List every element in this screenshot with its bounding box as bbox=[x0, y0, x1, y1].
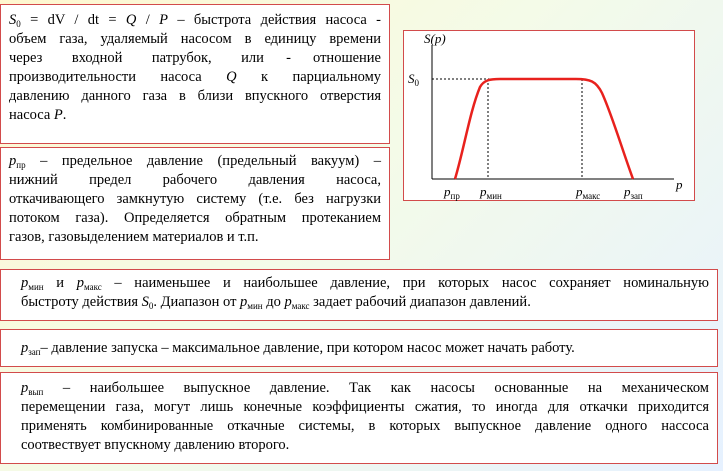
exhaust-pressure-line-4: соотвествует впускному давлению второго. bbox=[21, 437, 290, 453]
ultimate-pressure-line-2: нижний предел рабочего давления насоса, bbox=[9, 172, 381, 188]
exhaust-pressure-line-3: применять комбинированные откачные системы, в которых выпускное давление одного нассоса bbox=[21, 418, 709, 434]
ultimate-pressure-line-3: откачивающего замкнутую систему (т.е. без нагрузки bbox=[9, 191, 381, 207]
ultimate-pressure-line-4: потоком газа). Определяется обратным протеканием bbox=[9, 210, 381, 226]
pump-speed-line-1: $S_0$ = dV / dt = Q / P – быстрота действия насоса - bbox=[9, 12, 382, 29]
pump-speed-line-4: производительности насоса Q к парциальному bbox=[9, 69, 381, 85]
start-pressure-text: $p_{зап}-$ давление запуска – максимальное давление, при котором насос может начать работу. bbox=[21, 340, 575, 357]
x-tick-pstart: $p_{зап}$ bbox=[624, 184, 643, 201]
pump-speed-graph bbox=[403, 30, 695, 201]
working-range-line-1: $p_{мин}$ и $p_{макс}$ – наименьшее и наибольшее давление, при которых насос сохраняет номинальную bbox=[21, 275, 709, 292]
x-tick-pmin-ultimate: $p_{пр}$ bbox=[444, 184, 460, 201]
ultimate-pressure-line-1: $p_{пр}$ – предельное давление (предельный вакуум) – bbox=[9, 153, 381, 170]
pump-speed-line-2: объем газа, удаляемый насосом в единицу времени bbox=[9, 31, 381, 47]
definition-box-exhaust-pressure bbox=[0, 372, 718, 464]
pump-speed-line-6: насоса P. bbox=[9, 107, 67, 123]
working-range-line-2: быстроту действия $S_0$. Диапазон от $p_{мин}$ до $p_{макс}$ задает рабочий диапазон давлений. bbox=[21, 294, 531, 311]
exhaust-pressure-line-1: $p_{вып}$ – наибольшее выпускное давление. Так как насосы основанные на механическом bbox=[21, 380, 709, 397]
x-tick-pmin: $p_{мин}$ bbox=[480, 184, 502, 201]
x-axis-label: p bbox=[676, 177, 683, 192]
pump-speed-curve bbox=[455, 79, 633, 179]
pump-speed-line-5: давлению данного газа в близи впускного отверстия bbox=[9, 88, 381, 104]
definition-box-working-range bbox=[0, 269, 718, 321]
definition-box-ultimate-pressure bbox=[0, 147, 390, 260]
exhaust-pressure-line-2: перемещении газа, могут лишь конечные коэффициенты сжатия, то иногда для откачки приходится bbox=[21, 399, 709, 415]
y-axis-label: S(p) bbox=[424, 31, 446, 46]
definition-box-pump-speed bbox=[0, 4, 390, 144]
definition-box-start-pressure bbox=[0, 329, 718, 367]
pump-speed-line-3: через входной патрубок, или - отношение bbox=[9, 50, 381, 66]
pump-speed-graph-svg bbox=[404, 31, 696, 202]
s0-label: $S_0$ bbox=[408, 71, 419, 88]
ultimate-pressure-line-5: газов, газовыделением материалов и т.п. bbox=[9, 229, 259, 245]
x-tick-pmax: $p_{макс}$ bbox=[576, 184, 601, 201]
